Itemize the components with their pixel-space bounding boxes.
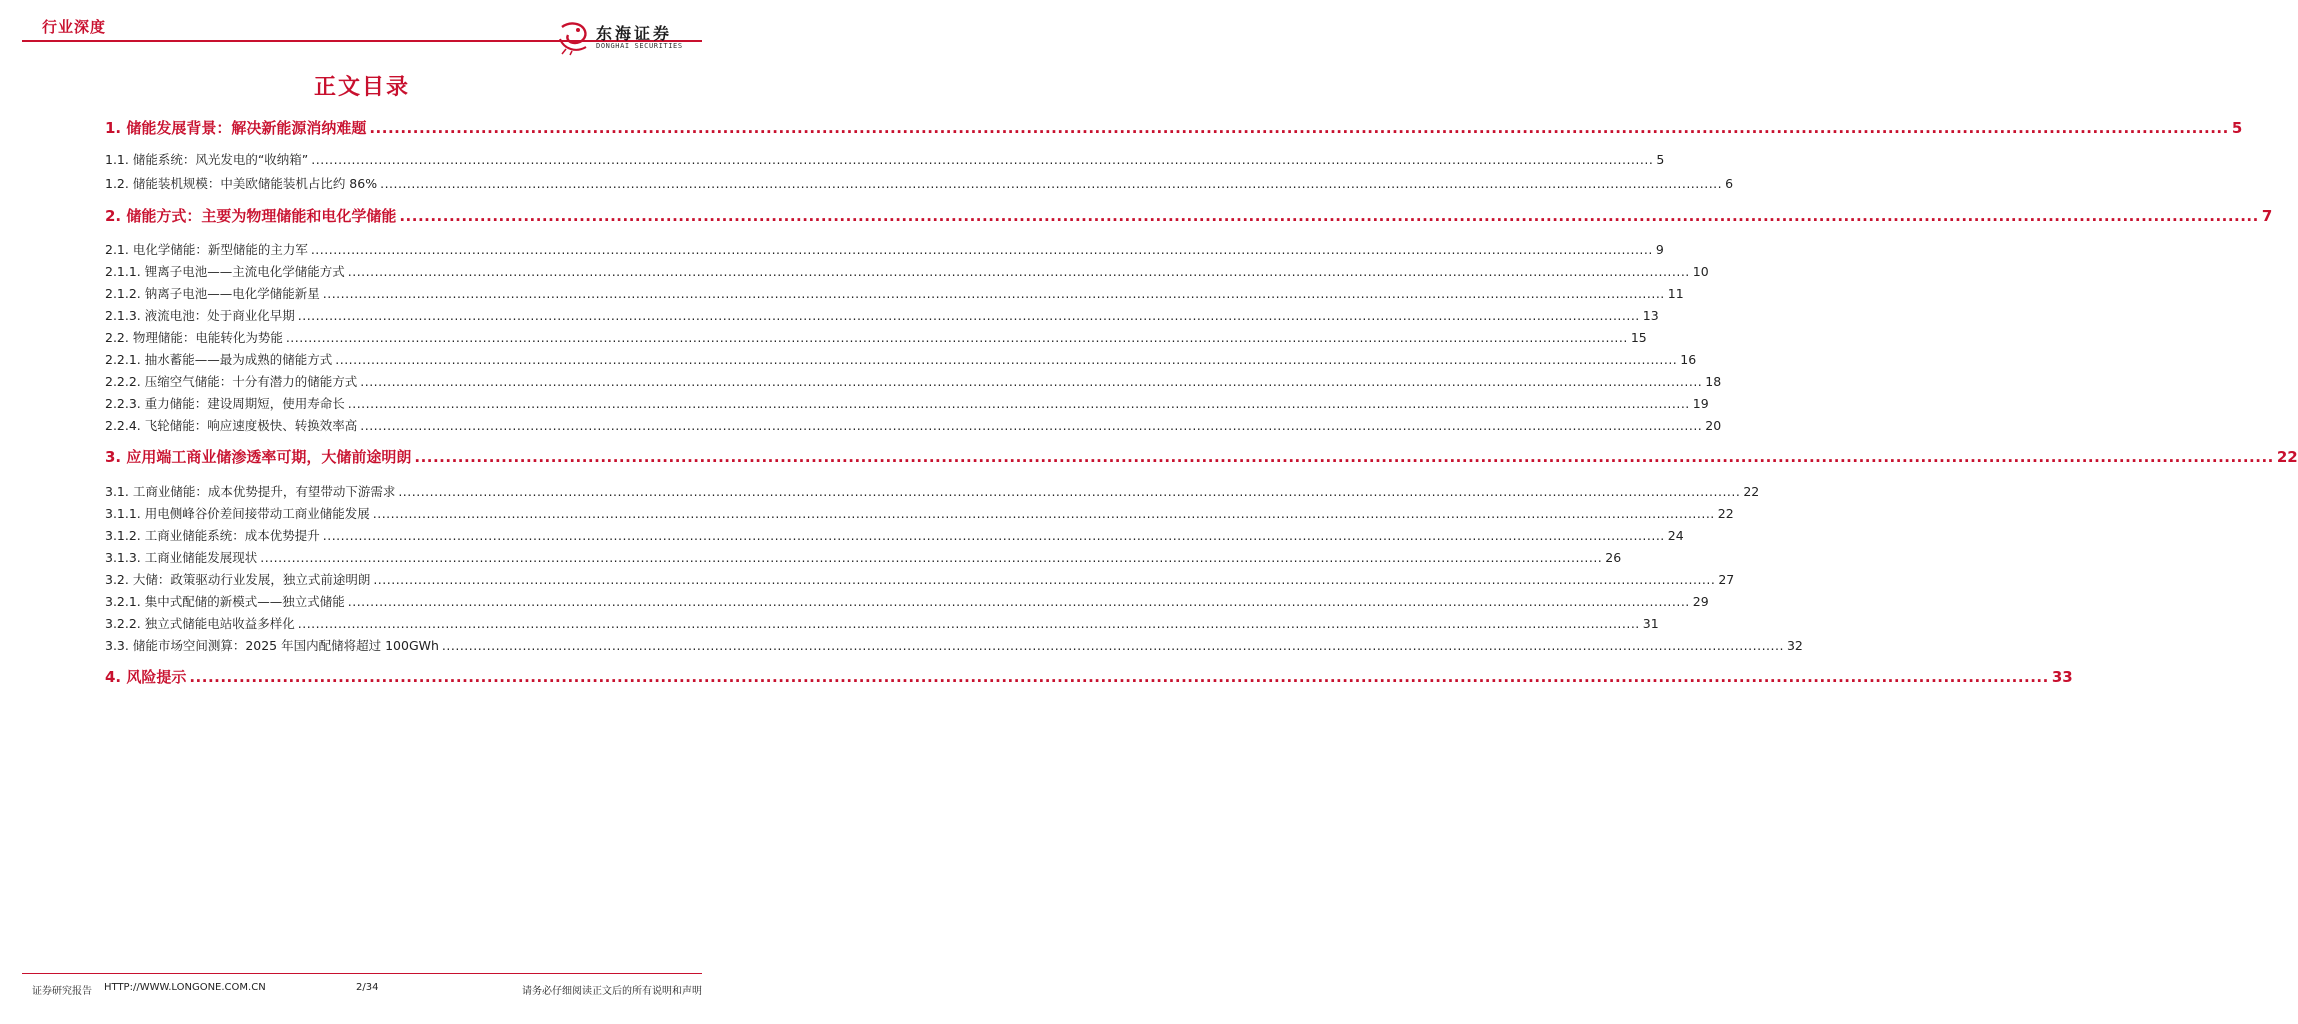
toc-section-entry[interactable] — [105, 636, 1803, 654]
toc-section-entry[interactable] — [105, 570, 1735, 588]
toc-entry-title: 3.1. 工商业储能：成本优势提升，有望带动下游需求 — [105, 484, 396, 499]
dragon-logo-icon — [556, 19, 590, 55]
toc-leader-dots: ............................................................................................................................................................................................................................................................................................................ — [189, 668, 2049, 686]
toc-entry-title: 1. 储能发展背景：解决新能源消纳难题 — [105, 119, 367, 137]
toc-section-entry[interactable] — [105, 262, 1709, 280]
toc-section-entry[interactable] — [105, 284, 1684, 302]
toc-chapter-entry[interactable] — [105, 446, 2298, 467]
toc-section-entry[interactable] — [105, 240, 1664, 258]
toc-leader-dots: ............................................................................................................................................................................................................................................................................................................ — [322, 528, 1665, 543]
toc-page-number: 19 — [1692, 396, 1709, 411]
toc-section-entry[interactable] — [105, 526, 1684, 544]
toc-leader-dots: ............................................................................................................................................................................................................................................................................................................ — [335, 352, 1678, 367]
toc-entry-title: 2.1. 电化学储能：新型储能的主力军 — [105, 242, 308, 257]
toc-leader-dots: ............................................................................................................................................................................................................................................................................................................ — [369, 119, 2229, 137]
toc-section-entry[interactable] — [105, 150, 1665, 168]
toc-entry-title: 3.1.2. 工商业储能系统：成本优势提升 — [105, 528, 320, 543]
toc-page-number: 32 — [1786, 638, 1803, 653]
toc-page-number: 9 — [1655, 242, 1664, 257]
toc-page-number: 15 — [1630, 330, 1647, 345]
toc-leader-dots: ............................................................................................................................................................................................................................................................................................................ — [360, 418, 1703, 433]
toc-entry-title: 3.2.1. 集中式配储的新模式——独立式储能 — [105, 594, 345, 609]
toc-leader-dots: ............................................................................................................................................................................................................................................................................................................ — [285, 330, 1628, 345]
toc-section-entry[interactable] — [105, 416, 1722, 434]
toc-entry-title: 3.2.2. 独立式储能电站收益多样化 — [105, 616, 295, 631]
footer-disclaimer: 请务必仔细阅读正文后的所有说明和声明 — [522, 986, 702, 997]
toc-entry-title: 3. 应用端工商业储渗透率可期，大储前途明朗 — [105, 448, 412, 466]
toc-leader-dots: ............................................................................................................................................................................................................................................................................................................ — [399, 207, 2259, 225]
toc-leader-dots: ............................................................................................................................................................................................................................................................................................................ — [380, 176, 1723, 191]
toc-entry-title: 2.2.4. 飞轮储能：响应速度极快、转换效率高 — [105, 418, 358, 433]
toc-entry-title: 2.1.3. 液流电池：处于商业化早期 — [105, 308, 295, 323]
toc-page-number: 5 — [1656, 152, 1665, 167]
toc-entry-title: 3.3. 储能市场空间测算：2025 年国内配储将超过 100GWh — [105, 638, 439, 653]
toc-leader-dots: ............................................................................................................................................................................................................................................................................................................ — [260, 550, 1603, 565]
toc-leader-dots: ............................................................................................................................................................................................................................................................................................................ — [441, 638, 1784, 653]
toc-page-number: 6 — [1725, 176, 1734, 191]
toc-section-entry[interactable] — [105, 548, 1622, 566]
toc-section-entry[interactable] — [105, 372, 1722, 390]
toc-chapter-entry[interactable] — [105, 205, 2273, 226]
toc-section-entry[interactable] — [105, 394, 1709, 412]
toc-leader-dots: ............................................................................................................................................................................................................................................................................................................ — [372, 506, 1715, 521]
toc-page-number: 22 — [2276, 448, 2298, 466]
toc-page-number: 10 — [1692, 264, 1709, 279]
toc-section-entry[interactable] — [105, 592, 1709, 610]
toc-entry-title: 1.1. 储能系统：风光发电的“收纳箱” — [105, 152, 309, 167]
toc-page-number: 20 — [1705, 418, 1722, 433]
toc-page-number: 31 — [1642, 616, 1659, 631]
toc-chapter-entry[interactable] — [105, 666, 2073, 687]
toc-page-number: 24 — [1667, 528, 1684, 543]
toc-entry-title: 2.1.1. 锂离子电池——主流电化学储能方式 — [105, 264, 345, 279]
footer-report-type: 证券研究报告 — [32, 986, 92, 997]
toc-section-entry[interactable] — [105, 306, 1659, 324]
company-logo — [556, 19, 706, 55]
footer-url[interactable]: HTTP://WWW.LONGONE.COM.CN — [104, 982, 266, 993]
toc-section-entry[interactable] — [105, 174, 1734, 192]
toc-entry-title: 1.2. 储能装机规模：中美欧储能装机占比约 86% — [105, 176, 378, 191]
toc-page-number: 16 — [1680, 352, 1697, 367]
toc-entry-title: 3.2. 大储：政策驱动行业发展，独立式前途明朗 — [105, 572, 371, 587]
toc-section-entry[interactable] — [105, 328, 1647, 346]
toc-page-number: 11 — [1667, 286, 1684, 301]
toc-leader-dots: ............................................................................................................................................................................................................................................................................................................ — [347, 594, 1690, 609]
footer-page-number: 2/34 — [356, 982, 379, 993]
toc-leader-dots: ............................................................................................................................................................................................................................................................................................................ — [297, 308, 1640, 323]
toc-leader-dots: ............................................................................................................................................................................................................................................................................................................ — [322, 286, 1665, 301]
toc-section-entry[interactable] — [105, 614, 1659, 632]
toc-leader-dots: ............................................................................................................................................................................................................................................................................................................ — [310, 242, 1653, 257]
toc-entry-title: 2.1.2. 钠离子电池——电化学储能新星 — [105, 286, 320, 301]
toc-page-number: 22 — [1743, 484, 1760, 499]
toc-leader-dots: ............................................................................................................................................................................................................................................................................................................ — [347, 396, 1690, 411]
toc-entry-title: 2.2. 物理储能：电能转化为势能 — [105, 330, 283, 345]
toc-entry-title: 3.1.3. 工商业储能发展现状 — [105, 550, 258, 565]
toc-page-number: 7 — [2261, 207, 2273, 225]
toc-entry-title: 2.2.2. 压缩空气储能：十分有潜力的储能方式 — [105, 374, 358, 389]
toc-leader-dots: ............................................................................................................................................................................................................................................................................................................ — [360, 374, 1703, 389]
toc-leader-dots: ............................................................................................................................................................................................................................................................................................................ — [311, 152, 1654, 167]
toc-leader-dots: ............................................................................................................................................................................................................................................................................................................ — [373, 572, 1716, 587]
toc-page-number: 26 — [1605, 550, 1622, 565]
toc-page-number: 27 — [1718, 572, 1735, 587]
toc-section-entry[interactable] — [105, 482, 1760, 500]
toc-entry-title: 2. 储能方式：主要为物理储能和电化学储能 — [105, 207, 397, 225]
toc-leader-dots: ............................................................................................................................................................................................................................................................................................................ — [297, 616, 1640, 631]
toc-page-number: 33 — [2051, 668, 2073, 686]
toc-entry-title: 2.2.1. 抽水蓄能——最为成熟的储能方式 — [105, 352, 333, 367]
toc-title: 正文目录 — [313, 75, 410, 100]
toc-page-number: 13 — [1642, 308, 1659, 323]
toc-entry-title: 4. 风险提示 — [105, 668, 187, 686]
toc-entry-title: 2.2.3. 重力储能：建设周期短，使用寿命长 — [105, 396, 345, 411]
report-category: 行业深度 — [42, 18, 107, 36]
toc-page-number: 18 — [1705, 374, 1722, 389]
footer-rule — [22, 973, 702, 974]
toc-entry-title: 3.1.1. 用电侧峰谷价差间接带动工商业储能发展 — [105, 506, 370, 521]
logo-chinese-name: 东海证券 — [596, 24, 673, 43]
toc-section-entry[interactable] — [105, 504, 1734, 522]
logo-english-name: DONGHAI SECURITIES — [596, 42, 683, 50]
toc-leader-dots: ............................................................................................................................................................................................................................................................................................................ — [398, 484, 1741, 499]
toc-chapter-entry[interactable] — [105, 117, 2243, 138]
toc-leader-dots: ............................................................................................................................................................................................................................................................................................................ — [414, 448, 2274, 466]
toc-section-entry[interactable] — [105, 350, 1697, 368]
toc-leader-dots: ............................................................................................................................................................................................................................................................................................................ — [347, 264, 1690, 279]
toc-page-number: 5 — [2231, 119, 2243, 137]
toc-page-number: 29 — [1692, 594, 1709, 609]
toc-page-number: 22 — [1717, 506, 1734, 521]
